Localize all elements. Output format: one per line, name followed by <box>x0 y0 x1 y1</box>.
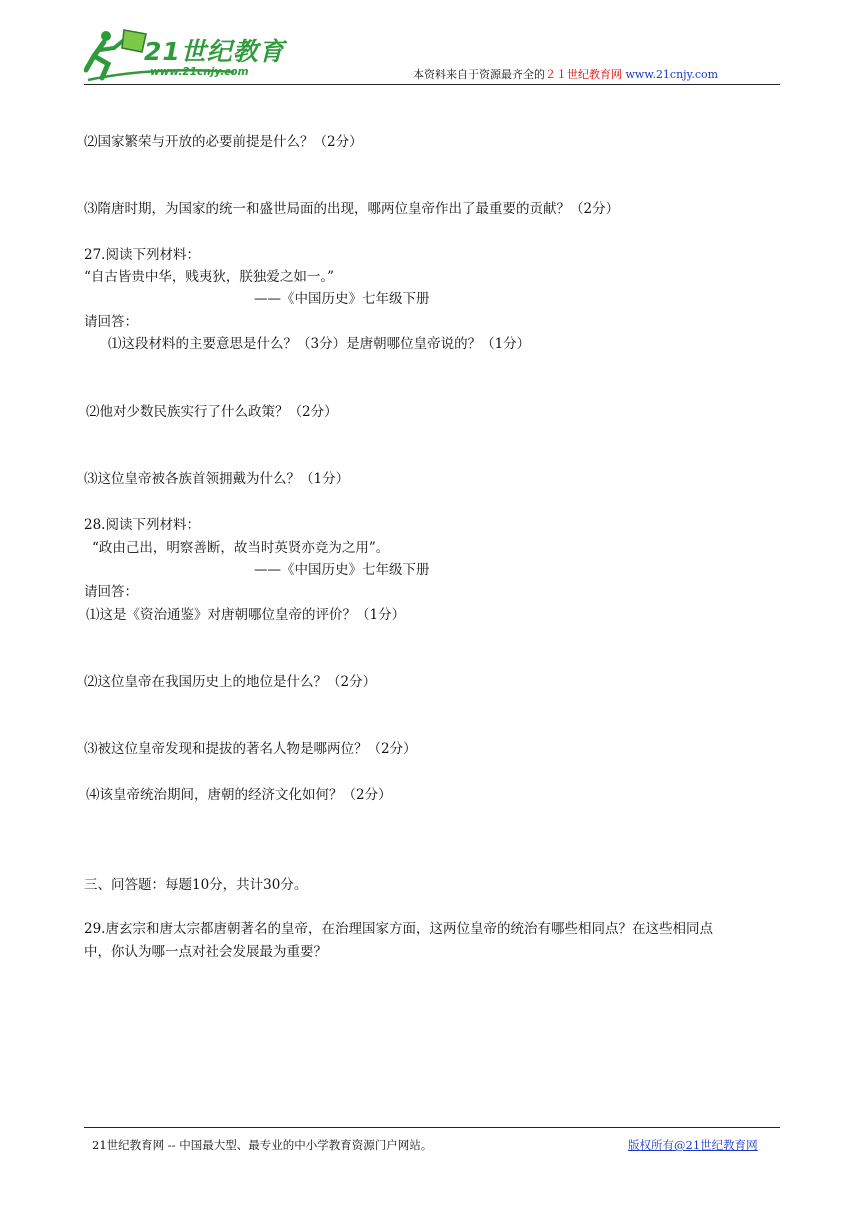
q28-sub4: ⑷该皇帝统治期间，唐朝的经济文化如何？（2分） <box>86 787 392 803</box>
q27-quote: “自古皆贵中华，贱夷狄，朕独爱之如一。” <box>84 269 335 285</box>
q29-line1: 29.唐玄宗和唐太宗都唐朝著名的皇帝，在治理国家方面，这两位皇帝的统治有哪些相同点？在这些相同点 <box>84 921 713 937</box>
q28-source: ——《中国历史》七年级下册 <box>254 562 430 578</box>
logo-url: www.21cnjy.com <box>150 66 249 78</box>
q28-title: 28.阅读下列材料： <box>84 517 200 533</box>
header-source-site[interactable]: ２１世纪教育网 <box>545 68 622 81</box>
site-logo[interactable] <box>84 26 284 84</box>
q27-sub2: ⑵他对少数民族实行了什么政策？（2分） <box>86 404 338 420</box>
header-source-url[interactable]: www.21cnjy.com <box>625 68 719 81</box>
footer-copyright-link[interactable]: 版权所有@21世纪教育网 <box>628 1138 758 1152</box>
q27-sub1: ⑴这段材料的主要意思是什么？（3分）是唐朝哪位皇帝说的？（1分） <box>108 336 531 352</box>
q27-prompt: 请回答： <box>84 314 138 330</box>
q26-sub3: ⑶隋唐时期，为国家的统一和盛世局面的出现，哪两位皇帝作出了最重要的贡献？（2分） <box>84 201 620 217</box>
q28-prompt: 请回答： <box>84 584 138 600</box>
q27-title: 27.阅读下列材料： <box>84 247 200 263</box>
q28-sub3: ⑶被这位皇帝发现和提拔的著名人物是哪两位？（2分） <box>84 741 417 757</box>
footer-left: 21世纪教育网 -- 中国最大型、最专业的中小学教育资源门户网站。 <box>92 1138 433 1152</box>
header-source-line <box>413 68 718 82</box>
q26-sub2: ⑵国家繁荣与开放的必要前提是什么？（2分） <box>84 134 363 150</box>
header-divider <box>84 84 780 85</box>
q28-sub1: ⑴这是《资治通鉴》对唐朝哪位皇帝的评价？（1分） <box>86 607 406 623</box>
section3-heading: 三、问答题：每题10分，共计30分。 <box>84 877 308 893</box>
q29-line2: 中，你认为哪一点对社会发展最为重要？ <box>84 944 327 960</box>
header-source-prefix: 本资料来自于资源最齐全的 <box>413 68 545 81</box>
footer-divider <box>84 1127 780 1128</box>
q27-source: ——《中国历史》七年级下册 <box>254 291 430 307</box>
q28-quote: “政由己出，明察善断，故当时英贤亦竞为之用”。 <box>92 540 390 556</box>
q28-sub2: ⑵这位皇帝在我国历史上的地位是什么？（2分） <box>84 674 377 690</box>
logo-title: 21世纪教育 <box>144 37 285 66</box>
q27-sub3: ⑶这位皇帝被各族首领拥戴为什么？（1分） <box>84 471 350 487</box>
